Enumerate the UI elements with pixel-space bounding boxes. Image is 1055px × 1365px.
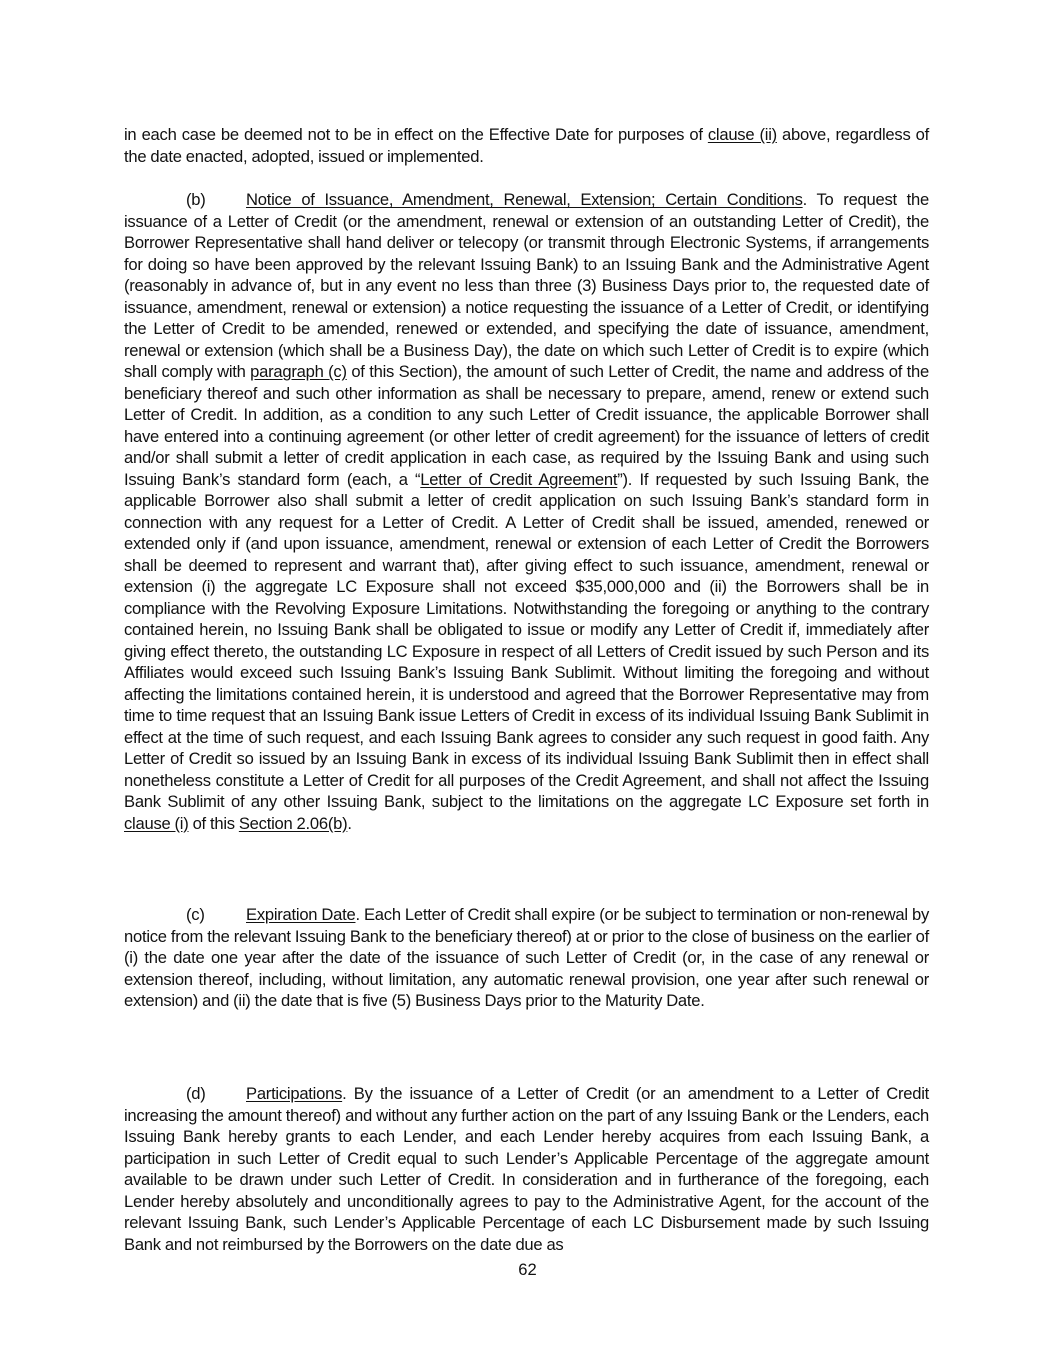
section-c-label: (c) (186, 905, 205, 924)
letter-of-credit-agreement-term: Letter of Credit Agreement (420, 469, 618, 489)
paragraph-c-reference: paragraph (c) (250, 362, 347, 381)
section-b-label: (b) (186, 190, 206, 209)
section-b-text-4: of this (188, 813, 239, 833)
section-b-text-3: ”). If requested by such Issuing Bank, the applicable Borrower also shall submit a letter of credit application on such Issuing Bank’s standard form in connection with any request for a Letter of Credit. A Letter of Credit shall be issued, amended, renewed or extended only if (and upon issuance, amendment, renewal or extension of each Letter of Credit the Borrowers shall be deemed to represent and warrant that), after giving effect to such issuance, amendment, renewal or extension (i) the aggregate LC Exposure shall not exceed $35,000,000 and (ii) the Borrowers shall be in compliance with the Revolving Exposure Limitations. Notwithstanding the foregoing or anything to the contrary contained herein, no Issuing Bank shall be obligated to issue or modify any Letter of Credit if, immediately after giving effect thereto, the outstanding LC Exposure in respect of all Letters of Credit issued by such Person and its Affiliates would exceed such Issuing Bank’s Issuing Bank Sublimit. Without limiting the foregoing and without affecting the limitations contained herein, it is understood and agreed that the Borrower Representative may from time to time request that an Issuing Bank issue Letters of Credit in excess of its individual Issuing Bank Sublimit in effect at the time of such request, and each Issuing Bank agrees to consider any such request in good faith. Any Letter of Credit so issued by an Issuing Bank in excess of its individual Issuing Bank Sublimit then in effect shall nonetheless constitute a Letter of Credit for all purposes of the Credit Agreement, and shall not affect the Issuing Bank Sublimit of any other Issuing Bank, subject to the limitations on the aggregate LC Exposure set forth in (124, 469, 929, 811)
section-b-text-2: of this Section), the amount of such Letter of Credit, the name and address of the beneficiary thereof and such other information as shall be necessary to prepare, amend, renew or extend such Letter of Credit. In addition, as a condition to any such Letter of Credit issuance, the applicable Borrower shall have entered into a continuing agreement (or other letter of credit agreement) for the issuance of letters of credit and/or shall submit a letter of credit application in each case, as required by the Issuing Bank and using such Issuing Bank’s standard form (each, a “ (124, 362, 929, 489)
section-b-heading: Notice of Issuance, Amendment, Renewal, Extension; Certain Conditions (246, 190, 803, 209)
clause-ii-reference: clause (ii) (707, 125, 777, 144)
section-2-06-b-reference: Section 2.06(b) (238, 813, 348, 833)
section-d-paragraph (124, 1083, 929, 1255)
intro-text-after: above, regardless of the date enacted, adopted, issued or implemented. (124, 125, 929, 166)
intro-paragraph (124, 124, 929, 167)
section-b-paragraph (124, 189, 929, 834)
intro-text-before: in each case be deemed not to be in effect on the Effective Date for purposes of (124, 125, 708, 144)
section-d-label: (d) (186, 1084, 206, 1103)
clause-i-reference: clause (i) (124, 813, 189, 833)
section-c-text: . Each Letter of Credit shall expire (or be subject to termination or non-renewal by notice from the relevant Issuing Bank to the beneficiary thereof) at or prior to the close of business on the earlier of (i) the date one year after the date of the issuance of such Letter of Credit (or, in the case of any renewal or extension thereof, including, without limitation, any automatic renewal provision, one year after such renewal or extension) and (ii) the date that is five (5) Business Days prior to the Maturity Date. (124, 905, 929, 1010)
section-c-paragraph (124, 904, 929, 1012)
section-b-text-1: . To request the issuance of a Letter of Credit (or the amendment, renewal or extension of an outstanding Letter of Credit), the Borrower Representative shall hand deliver or telecopy (or transmit through Electronic Systems, if arrangements for doing so have been approved by the relevant Issuing Bank) to an Issuing Bank and the Administrative Agent (reasonably in advance of, but in any event no less than three (3) Business Days prior to, the requested date of issuance, amendment, renewal or extension) a notice requesting the issuance of a Letter of Credit, or identifying the Letter of Credit to be amended, renewed or extended, and specifying the date of issuance, amendment, renewal or extension (which shall be a Business Day), the date on which such Letter of Credit is to expire (which shall comply with (124, 190, 930, 381)
section-c-heading: Expiration Date (246, 905, 356, 924)
section-b-text-5: . (347, 813, 352, 833)
section-d-heading: Participations (246, 1084, 343, 1103)
page-number: 62 (518, 1260, 537, 1279)
section-d-text: . By the issuance of a Letter of Credit (or an amendment to a Letter of Credit increasing the amount thereof) and without any further action on the part of any Issuing Bank or the Lenders, each Issuing Bank hereby grants to each Lender, and each Lender hereby acquires from each Issuing Bank, a participation in such Letter of Credit equal to such Lender’s Applicable Percentage of the aggregate amount available to be drawn under such Letter of Credit. In consideration and in furtherance of the foregoing, each Lender hereby absolutely and unconditionally agrees to pay to the Administrative Agent, for the account of the relevant Issuing Bank, such Lender’s Applicable Percentage of each LC Disbursement made by such Issuing Bank and not reimbursed by the Borrowers on the date due as (124, 1084, 929, 1254)
